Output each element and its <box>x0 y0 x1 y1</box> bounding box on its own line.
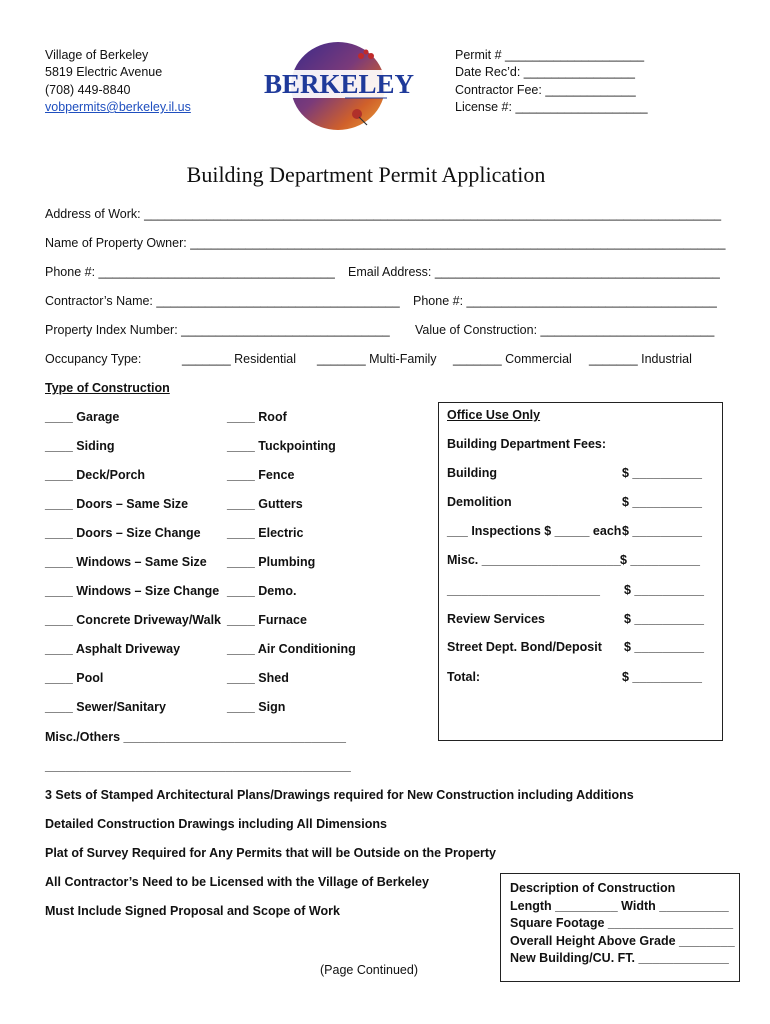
note-line: Plat of Survey Required for Any Permits that will be Outside on the Property <box>45 846 497 860</box>
note-line: 3 Sets of Stamped Architectural Plans/Drawings required for New Construction including Additions <box>45 788 634 802</box>
fee-label: Total: <box>447 670 481 684</box>
fee-amount[interactable]: $ __________ <box>620 553 700 567</box>
construction-option[interactable]: ____ Deck/Porch <box>45 468 146 482</box>
property-owner-field[interactable]: Name of Property Owner: _____________________________________________________________________________ <box>45 236 726 250</box>
overall-height-field[interactable]: Overall Height Above Grade ________ <box>510 934 735 948</box>
page-title: Building Department Permit Application <box>186 162 546 187</box>
fee-amount[interactable]: $ __________ <box>622 670 702 684</box>
construction-option[interactable]: ____ Siding <box>45 439 115 453</box>
address-of-work-field[interactable]: Address of Work: ___________________________________________________________________________________ <box>45 207 722 221</box>
owner-phone-field[interactable]: Phone #: __________________________________ <box>45 265 335 279</box>
construction-option[interactable]: ____ Demo. <box>227 584 297 598</box>
contractor-phone-field[interactable]: Phone #: ____________________________________ <box>413 294 717 308</box>
construction-option[interactable]: ____ Fence <box>227 468 295 482</box>
occupancy-residential-option[interactable]: _______ Residential <box>182 352 296 366</box>
license-number-field[interactable]: License #: ___________________ <box>455 100 648 114</box>
construction-option[interactable]: ____ Asphalt Driveway <box>45 642 181 656</box>
construction-option[interactable]: ____ Shed <box>227 671 289 685</box>
fee-label[interactable]: ______________________ <box>447 583 600 597</box>
construction-option[interactable]: ____ Garage <box>45 410 120 424</box>
construction-option[interactable]: ____ Pool <box>45 671 104 685</box>
construction-option[interactable]: ____ Air Conditioning <box>227 642 356 656</box>
construction-option[interactable]: ____ Windows – Size Change <box>45 584 220 598</box>
occupancy-multifamily-option[interactable]: _______ Multi-Family <box>317 352 437 366</box>
construction-option[interactable]: ____ Gutters <box>227 497 303 511</box>
fee-label[interactable]: Misc. ____________________ <box>447 553 621 567</box>
fee-label: Review Services <box>447 612 545 626</box>
fee-label[interactable]: ___ Inspections $ _____ each <box>447 524 622 538</box>
square-footage-field[interactable]: Square Footage __________________ <box>510 916 734 930</box>
value-of-construction-field[interactable]: Value of Construction: _________________________ <box>415 323 715 337</box>
fees-heading: Building Department Fees: <box>447 437 607 451</box>
date-received-field[interactable]: Date Rec’d: ________________ <box>455 65 636 79</box>
note-line: Detailed Construction Drawings including All Dimensions <box>45 817 387 831</box>
village-email-link[interactable]: vobpermits@berkeley.il.us <box>45 100 191 114</box>
contractor-name-field[interactable]: Contractor’s Name: ___________________________________ <box>45 294 400 308</box>
contractor-fee-field[interactable]: Contractor Fee: _____________ <box>455 83 636 97</box>
fee-amount[interactable]: $ __________ <box>624 640 704 654</box>
construction-option[interactable]: ____ Sign <box>227 700 286 714</box>
occupancy-industrial-option[interactable]: _______ Industrial <box>589 352 692 366</box>
misc-others-line-2[interactable]: ____________________________________________ <box>45 759 351 773</box>
occupancy-type-label: Occupancy Type: <box>45 352 142 366</box>
email-address-field[interactable]: Email Address: _________________________________________ <box>348 265 720 279</box>
fee-label: Building <box>447 466 497 480</box>
property-index-field[interactable]: Property Index Number: ______________________________ <box>45 323 390 337</box>
type-of-construction-heading: Type of Construction <box>45 381 170 395</box>
new-building-field[interactable]: New Building/CU. FT. _____________ <box>510 951 729 965</box>
berkeley-logo <box>263 40 415 132</box>
fee-label: Demolition <box>447 495 512 509</box>
misc-others-field[interactable]: Misc./Others ________________________________ <box>45 730 346 744</box>
village-phone: (708) 449-8840 <box>45 83 131 97</box>
permit-number-field[interactable]: Permit # ____________________ <box>455 48 645 62</box>
length-width-field[interactable]: Length _________ Width __________ <box>510 899 729 913</box>
note-line: Must Include Signed Proposal and Scope of Work <box>45 904 340 918</box>
construction-option[interactable]: ____ Concrete Driveway/Walk <box>45 613 222 627</box>
construction-option[interactable]: ____ Doors – Same Size <box>45 497 189 511</box>
logo-text: BERKELEY <box>263 69 415 99</box>
construction-option[interactable]: ____ Plumbing <box>227 555 316 569</box>
description-heading: Description of Construction <box>510 881 676 895</box>
fee-amount[interactable]: $ __________ <box>622 524 702 538</box>
construction-option[interactable]: ____ Sewer/Sanitary <box>45 700 166 714</box>
fee-amount[interactable]: $ __________ <box>622 466 702 480</box>
office-use-box <box>438 402 723 741</box>
page-continued-footer: (Page Continued) <box>320 963 418 977</box>
fee-label: Street Dept. Bond/Deposit <box>447 640 602 654</box>
construction-option[interactable]: ____ Electric <box>227 526 304 540</box>
village-name: Village of Berkeley <box>45 48 149 62</box>
construction-option[interactable]: ____ Doors – Size Change <box>45 526 201 540</box>
note-line: All Contractor’s Need to be Licensed with the Village of Berkeley <box>45 875 429 889</box>
construction-option[interactable]: ____ Roof <box>227 410 287 424</box>
fee-amount[interactable]: $ __________ <box>624 612 704 626</box>
construction-option[interactable]: ____ Windows – Same Size <box>45 555 207 569</box>
office-use-heading: Office Use Only <box>447 408 541 422</box>
village-address: 5819 Electric Avenue <box>45 65 163 79</box>
occupancy-commercial-option[interactable]: _______ Commercial <box>453 352 572 366</box>
fee-amount[interactable]: $ __________ <box>624 583 704 597</box>
construction-option[interactable]: ____ Tuckpointing <box>227 439 336 453</box>
construction-option[interactable]: ____ Furnace <box>227 613 307 627</box>
fee-amount[interactable]: $ __________ <box>622 495 702 509</box>
